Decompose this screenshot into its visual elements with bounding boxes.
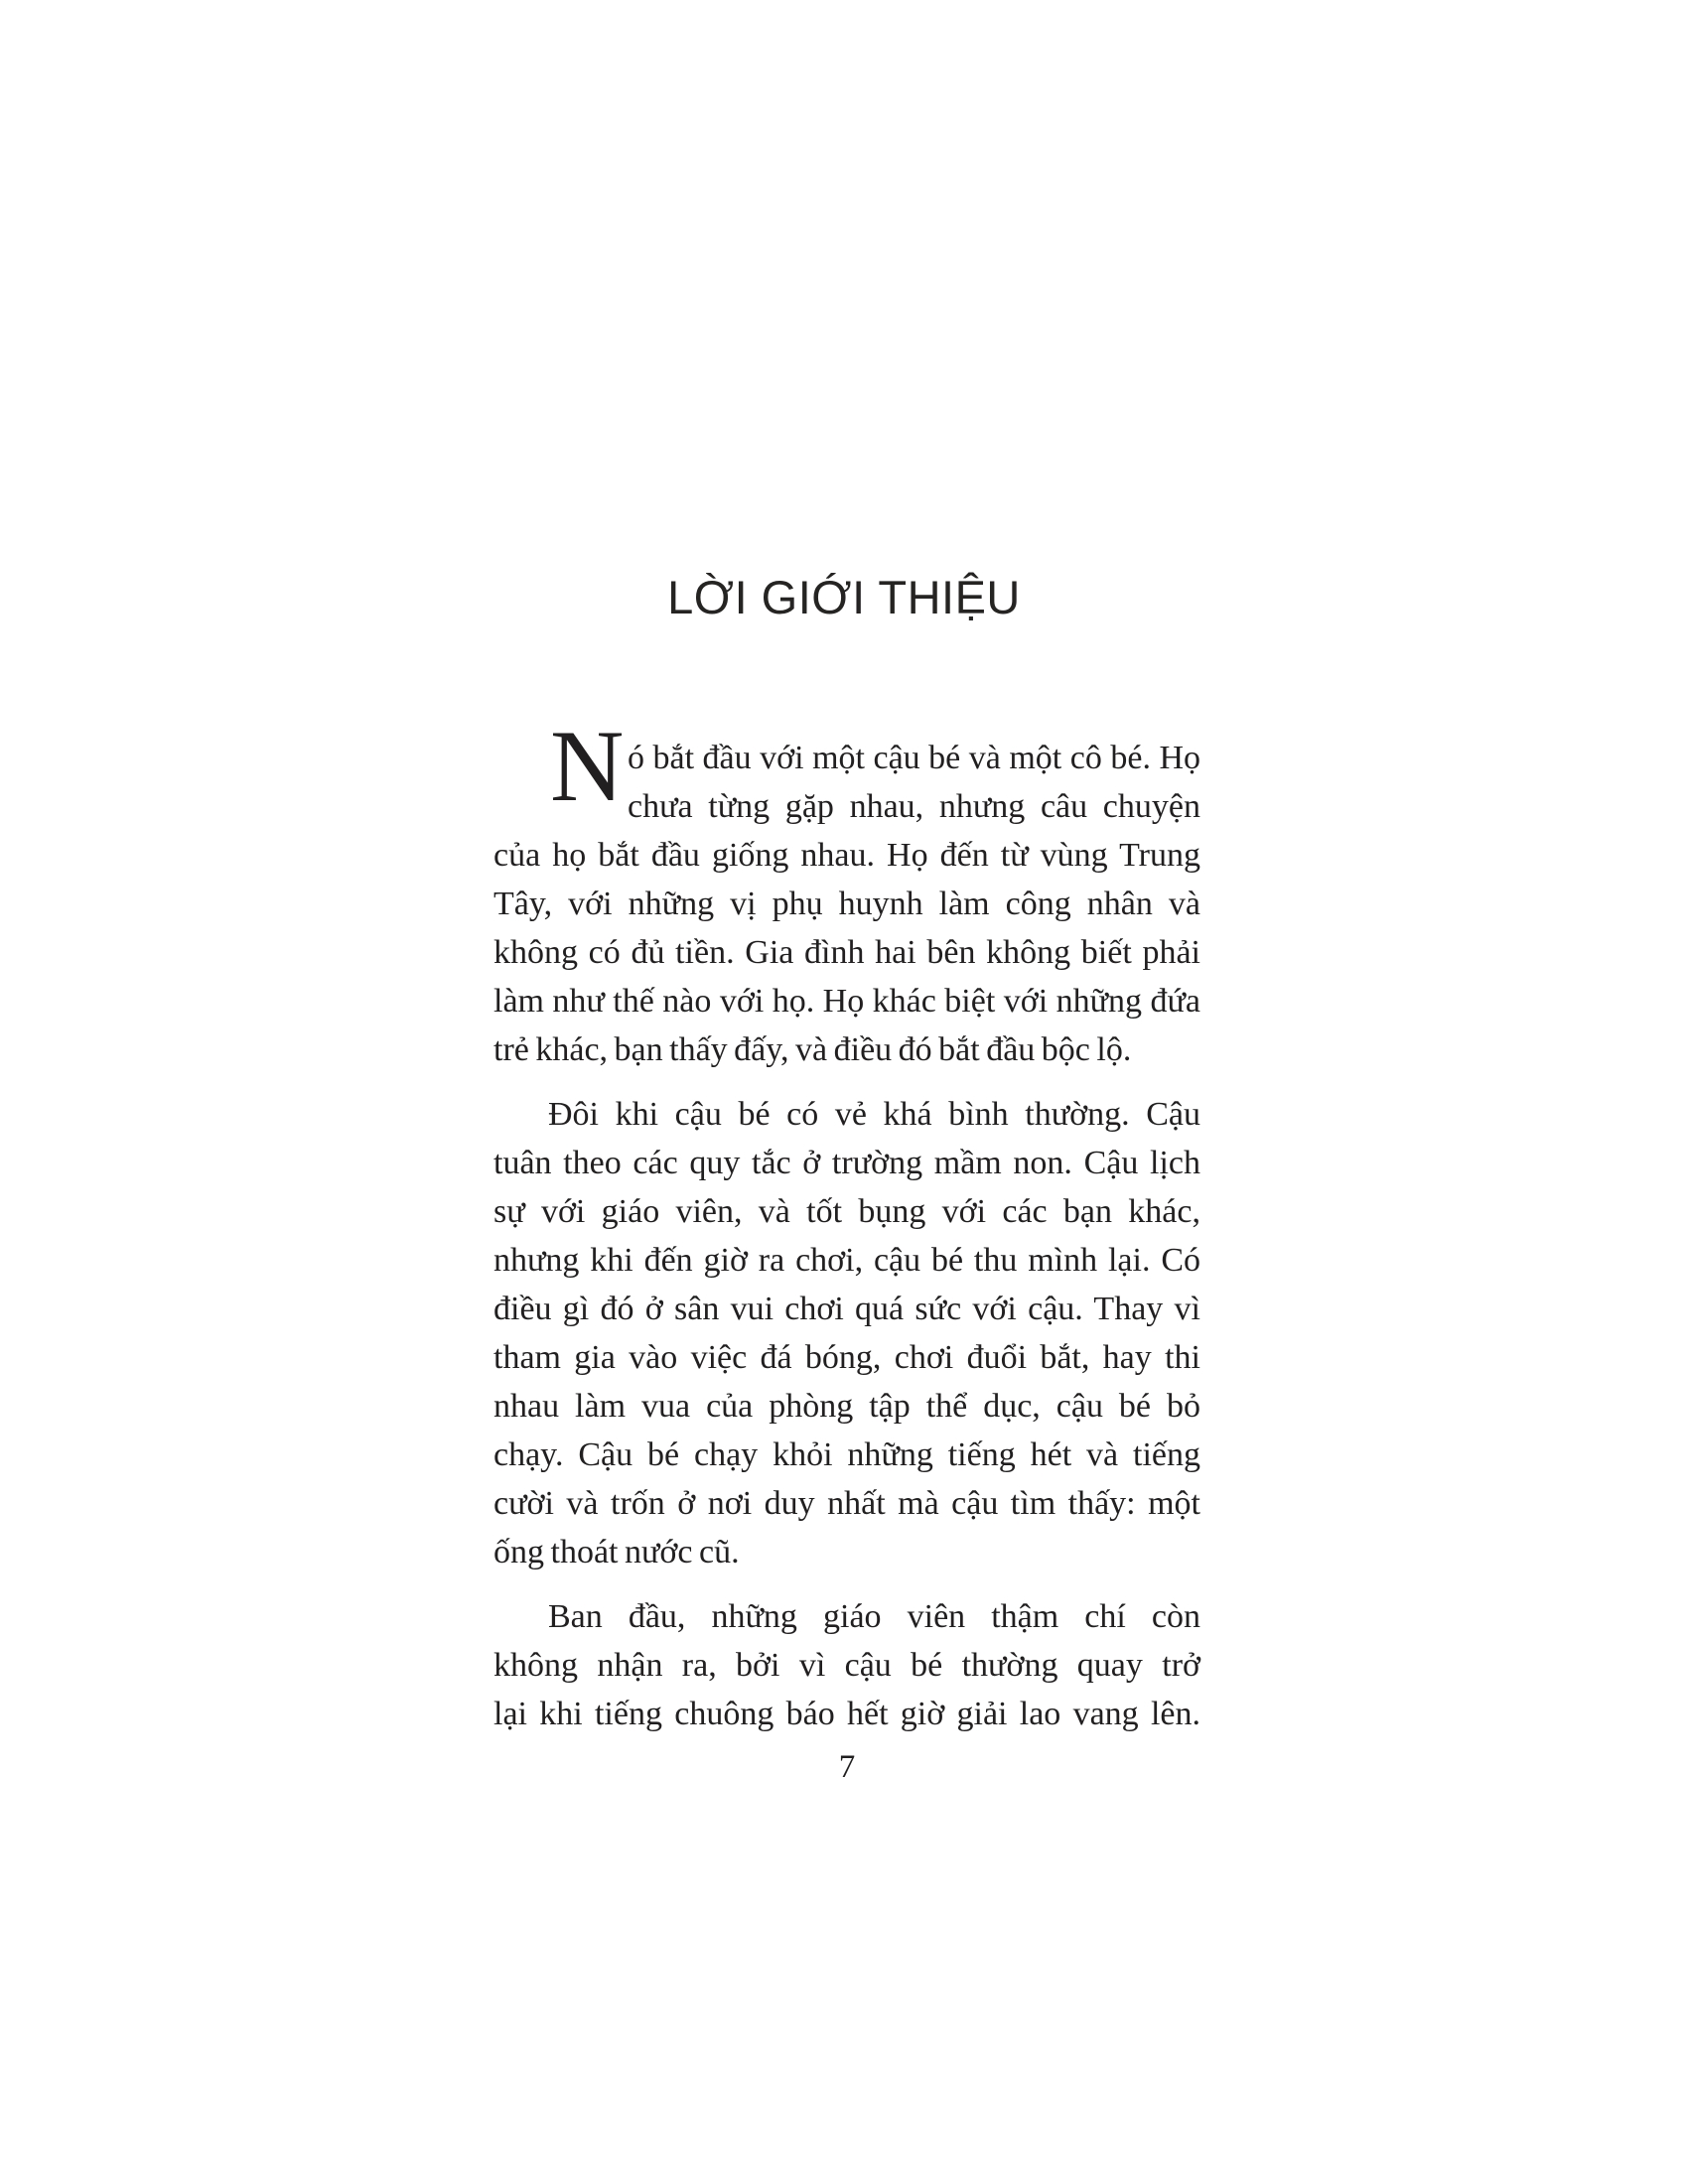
text-line: trẻ khác, bạn thấy đấy, và điều đó bắt đầu bộc lộ. xyxy=(493,1031,1132,1068)
text-line: làm như thế nào với họ. Họ khác biệt với những đứa xyxy=(493,983,1200,1020)
text-line: lại khi tiếng chuông báo hết giờ giải lao vang lên. xyxy=(493,1696,1200,1732)
text-line: không có đủ tiền. Gia đình hai bên không biết phải xyxy=(493,934,1200,971)
page-number: 7 xyxy=(838,1749,856,1785)
text-line: Đôi khi cậu bé có vẻ khá bình thường. Cậu xyxy=(548,1096,1200,1133)
body-text xyxy=(493,710,1200,1738)
text-line: chạy. Cậu bé chạy khỏi những tiếng hét và tiếng xyxy=(493,1436,1200,1473)
text-line: nhưng khi đến giờ ra chơi, cậu bé thu mình lại. Có xyxy=(493,1242,1200,1279)
text-line: cười và trốn ở nơi duy nhất mà cậu tìm thấy: một xyxy=(493,1485,1200,1522)
paragraph xyxy=(493,1592,1200,1738)
text-line: của họ bắt đầu giống nhau. Họ đến từ vùng Trung xyxy=(493,837,1200,874)
text-line: tham gia vào việc đá bóng, chơi đuổi bắt, hay thi xyxy=(493,1339,1200,1376)
text-line: sự với giáo viên, và tốt bụng với các bạn khác, xyxy=(493,1193,1200,1230)
text-line: không nhận ra, bởi vì cậu bé thường quay trở xyxy=(493,1647,1200,1684)
text-line: tuân theo các quy tắc ở trường mầm non. Cậu lịch xyxy=(493,1145,1200,1181)
paragraph xyxy=(493,710,1200,1074)
chapter-title: LỜI GIỚI THIỆU xyxy=(667,571,1021,623)
paragraph xyxy=(493,1090,1200,1576)
text-line: ó bắt đầu với một cậu bé và một cô bé. Họ xyxy=(628,740,1200,776)
text-line: điều gì đó ở sân vui chơi quá sức với cậu. Thay vì xyxy=(493,1291,1200,1327)
text-line: ống thoát nước cũ. xyxy=(493,1534,740,1570)
text-line: Tây, với những vị phụ huynh làm công nhân và xyxy=(493,886,1200,922)
text-line: Ban đầu, những giáo viên thậm chí còn xyxy=(548,1598,1200,1635)
text-line: chưa từng gặp nhau, nhưng câu chuyện xyxy=(628,788,1200,825)
text-line: nhau làm vua của phòng tập thể dục, cậu bé bỏ xyxy=(493,1388,1200,1425)
drop-cap-letter: N xyxy=(550,710,625,823)
